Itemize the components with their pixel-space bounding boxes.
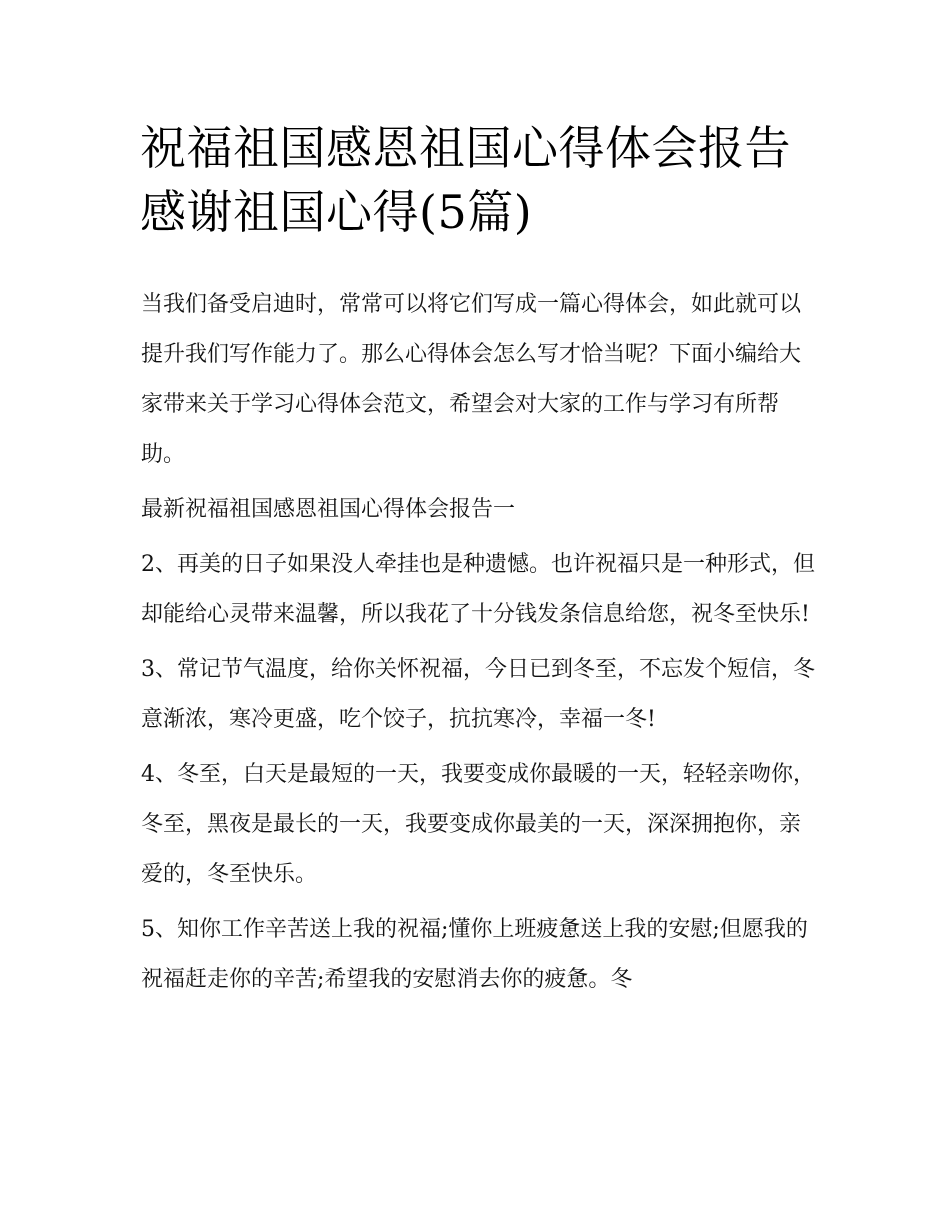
document-body — [141, 280, 816, 1005]
body-paragraph: 4、冬至，白天是最短的一天，我要变成你最暖的一天，轻轻亲吻你，冬至，黑夜是最长的一天，我要变成你最美的一天，深深拥抱你，亲爱的，冬至快乐。 — [141, 762, 815, 887]
body-paragraph: 5、知你工作辛苦送上我的祝福;懂你上班疲惫送上我的安慰;但愿我的祝福赶走你的辛苦;希望我的安慰消去你的疲惫。冬 — [141, 917, 808, 992]
intro-paragraph: 当我们备受启迪时，常常可以将它们写成一篇心得体会，如此就可以提升我们写作能力了。那么心得体会怎么写才恰当呢？下面小编给大家带来关于学习心得体会范文，希望会对大家的工作与学习有所帮助。 — [141, 292, 802, 467]
body-paragraph: 3、常记节气温度，给你关怀祝福，今日已到冬至，不忘发个短信，冬意渐浓，寒冷更盛，吃个饺子，抗抗寒冷，幸福一冬! — [141, 657, 815, 732]
section-heading: 最新祝福祖国感恩祖国心得体会报告一 — [141, 497, 516, 522]
body-paragraph: 2、再美的日子如果没人牵挂也是种遗憾。也许祝福只是一种形式，但却能给心灵带来温馨，所以我花了十分钱发条信息给您，祝冬至快乐! — [141, 552, 815, 627]
document-title: 祝福祖国感恩祖国心得体会报告 感谢祖国心得(5篇) — [140, 121, 791, 239]
